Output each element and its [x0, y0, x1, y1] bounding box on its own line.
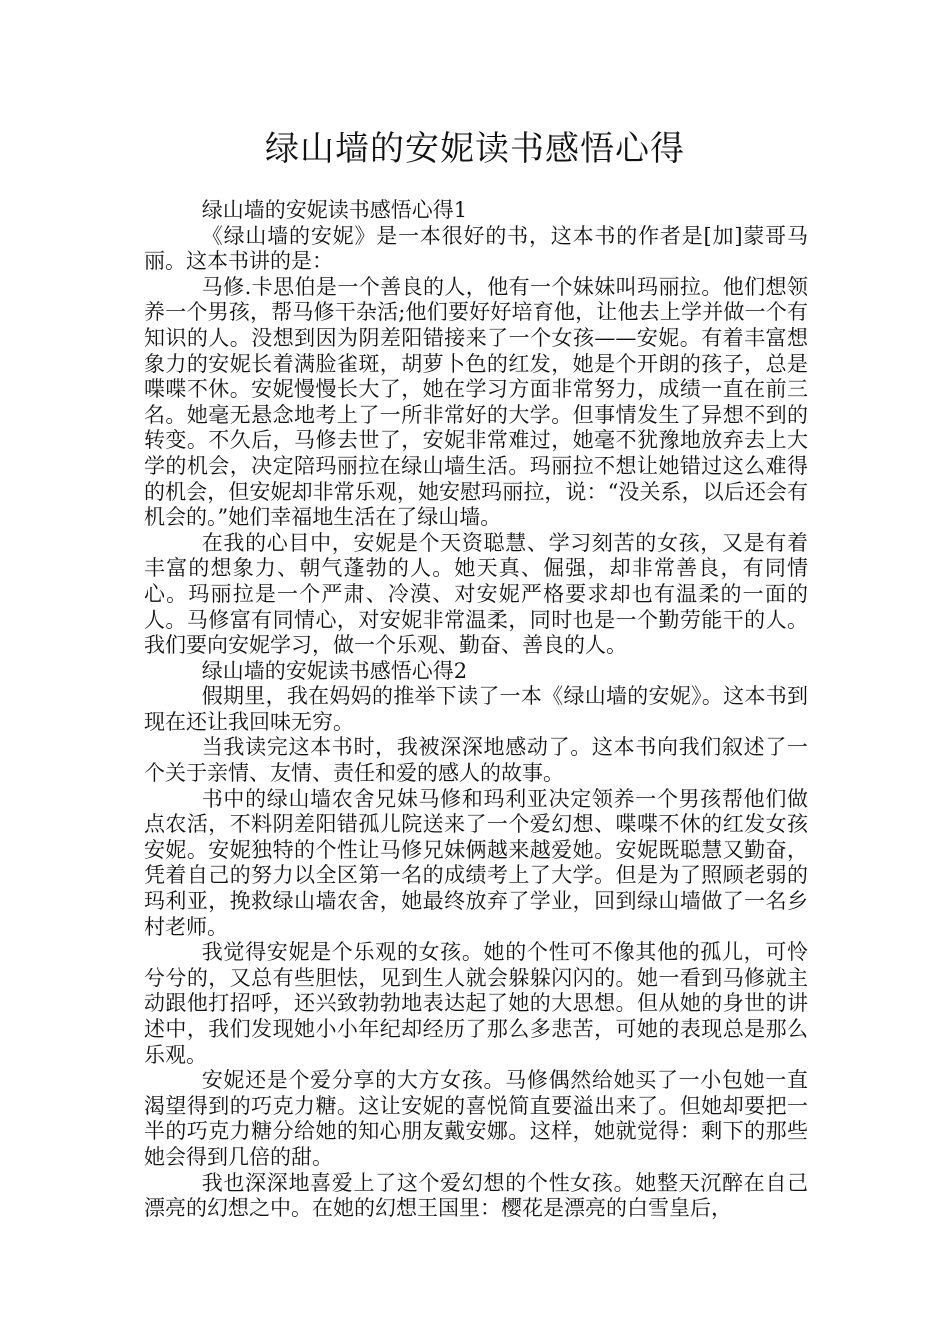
paragraph: 假期里，我在妈妈的推举下读了一本《绿山墙的安妮》。这本书到现在还让我回味无穷。 [144, 684, 808, 734]
paragraph: 安妮还是个爱分享的大方女孩。马修偶然给她买了一小包她一直渴望得到的巧克力糖。这让安妮的喜悦简直要溢出来了。但她却要把一半的巧克力糖分给她的知心朋友戴安娜。这样，她就觉得：剩下的那些她会得到几倍的甜。 [144, 1068, 808, 1169]
section-heading-1: 绿山墙的安妮读书感悟心得1 [201, 198, 468, 222]
paragraph: 书中的绿山墙农舍兄妹马修和玛利亚决定领养一个男孩帮他们做点农活，不料阴差阳错孤儿院送来了一个爱幻想、喋喋不休的红发女孩安妮。安妮独特的个性让马修兄妹俩越来越爱她。安妮既聪慧又勤奋，凭着自己的努力以全区第一名的成绩考上了大学。但是为了照顾老弱的玛利亚，挽救绿山墙农舍，她最终放弃了学业，回到绿山墙做了一名乡村老师。 [144, 786, 808, 939]
paragraph: 马修.卡思伯是一个善良的人，他有一个妹妹叫玛丽拉。他们想领养一个男孩，帮马修干杂活;他们要好好培育他，让他去上学并做一个有知识的人。没想到因为阴差阳错接来了一个女孩——安妮。有着丰富想象力的安妮长着满脸雀斑，胡萝卜色的红发，她是个开朗的孩子，总是喋喋不休。安妮慢慢长大了，她在学习方面非常努力，成绩一直在前三名。她毫无悬念地考上了一所非常好的大学。但事情发生了异想不到的转变。不久后，马修去世了，安妮非常难过，她毫不犹豫地放弃去上大学的机会，决定陪玛丽拉在绿山墙生活。玛丽拉不想让她错过这么难得的机会，但安妮却非常乐观，她安慰玛丽拉，说：“没关系，以后还会有机会的。”她们幸福地生活在了绿山墙。 [144, 274, 808, 530]
document-body [144, 198, 808, 1222]
paragraph: 当我读完这本书时，我被深深地感动了。这本书向我们叙述了一个关于亲情、友情、责任和爱的感人的故事。 [144, 735, 808, 786]
paragraph: 我也深深地喜爱上了这个爱幻想的个性女孩。她整天沉醉在自己漂亮的幻想之中。在她的幻想王国里：樱花是漂亮的白雪皇后， [144, 1170, 808, 1221]
section-heading-2: 绿山墙的安妮读书感悟心得2 [201, 658, 468, 683]
paragraph: 《绿山墙的安妮》是一本很好的书，这本书的作者是[加]蒙哥马丽。这本书讲的是： [144, 223, 808, 274]
paragraph: 在我的心目中，安妮是个天资聪慧、学习刻苦的女孩，又是有着丰富的想象力、朝气蓬勃的人。她天真、倔强，却非常善良，有同情心。玛丽拉是一个严肃、冷漠、对安妮严格要求却也有温柔的一面的人。马修富有同情心，对安妮非常温柔，同时也是一个勤劳能干的人。我们要向安妮学习，做一个乐观、勤奋、善良的人。 [144, 530, 808, 658]
paragraph: 我觉得安妮是个乐观的女孩。她的个性可不像其他的孤儿，可怜兮兮的，又总有些胆怯，见到生人就会躲躲闪闪的。她一看到马修就主动跟他打招呼，还兴致勃勃地表达起了她的大思想。但从她的身世的讲述中，我们发现她小小年纪却经历了那么多悲苦，可她的表现总是那么乐观。 [144, 940, 808, 1067]
page-title: 绿山墙的安妮读书感悟心得 [265, 129, 685, 169]
